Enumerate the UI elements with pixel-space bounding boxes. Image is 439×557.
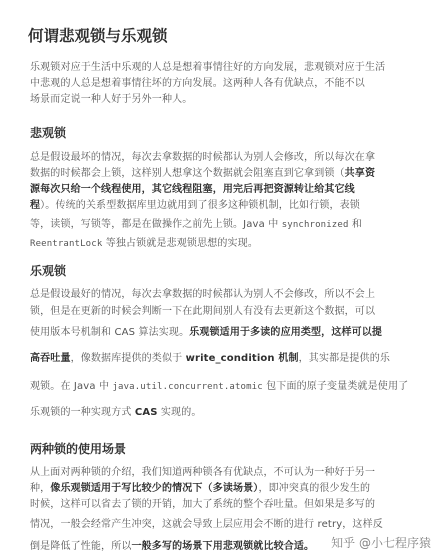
section-heading-usage: 两种锁的使用场景 — [30, 442, 127, 456]
paragraph-line: 使用版本号机制和 CAS 算法实现。乐观锁适用于多读的应用类型，这样可以提 — [30, 327, 383, 338]
paragraph-line: 锁，但是在更新的时候会判断一下在此期间别人有没有去更新这个数据，可以 — [30, 306, 376, 317]
paragraph-line: 高吞吐量，像数据库提供的类似于 write_condition 机制，其实都是提供的乐 — [30, 353, 390, 364]
page-title: 何谓悲观锁与乐观锁 — [28, 27, 168, 45]
section-heading-pessimistic: 悲观锁 — [30, 126, 67, 140]
paragraph-line: 时候，这样可以省去了锁的开销，加大了系统的整个吞吐量。但如果是多写的 — [30, 499, 376, 510]
intro-line: 乐观锁对应于生活中乐观的人总是想着事情往好的方向发展，悲观锁对应于生活 — [30, 62, 386, 73]
paragraph-line: 从上面对两种锁的介绍，我们知道两种锁各有优缺点，不可认为一种好于另一 — [30, 467, 376, 478]
paragraph-line: 观锁。在 Java 中 java.util.concurrent.atomic 包下面的原子变量类就是使用了 — [30, 381, 409, 392]
paragraph-line: 情况，一般会经常产生冲突，这就会导致上层应用会不断的进行 retry，这样反 — [30, 519, 383, 530]
paragraph-line: 种，像乐观锁适用于写比较少的情况下（多读场景），即冲突真的很少发生的 — [30, 483, 371, 494]
paragraph-line: 总是假设最好的情况，每次去拿数据的时候都认为别人不会修改，所以不会上 — [30, 289, 376, 300]
paragraph-line: 倒是降低了性能，所以一般多写的场景下用悲观锁就比较合适。 — [30, 541, 315, 552]
zhihu-watermark: 知乎 @小七程序猿 — [331, 536, 431, 550]
paragraph-line: 等，读锁，写锁等，都是在做操作之前先上锁。Java 中 synchronized 和 — [30, 219, 362, 230]
section-heading-optimistic: 乐观锁 — [30, 264, 67, 278]
paragraph-line: 乐观锁的一种实现方式 CAS 实现的。 — [30, 407, 202, 418]
paragraph-line: 总是假设最坏的情况，每次去拿数据的时候都认为别人会修改，所以每次在拿 — [30, 152, 376, 163]
intro-line: 场景而定说一种人好于另外一种人。 — [30, 94, 193, 105]
code-reentrantlock: ReentrantLock — [30, 239, 103, 249]
paragraph-line: 数据的时候都会上锁，这样别人想拿这个数据就会阻塞直到它拿到锁（共享资 — [30, 168, 376, 179]
paragraph-line: 源每次只给一个线程使用，其它线程阻塞，用完后再把资源转让给其它线 — [30, 184, 355, 195]
paragraph-line: ReentrantLock 等独占锁就是悲观锁思想的实现。 — [30, 238, 258, 249]
code-atomic-package: java.util.concurrent.atomic — [112, 382, 263, 392]
paragraph-line: 程）。传统的关系型数据库里边就用到了很多这种锁机制，比如行锁，表锁 — [30, 200, 360, 211]
code-synchronized: synchronized — [281, 220, 349, 230]
intro-line: 中悲观的人总是想着事情往坏的方向发展。这两种人各有优缺点，不能不以 — [30, 78, 365, 89]
